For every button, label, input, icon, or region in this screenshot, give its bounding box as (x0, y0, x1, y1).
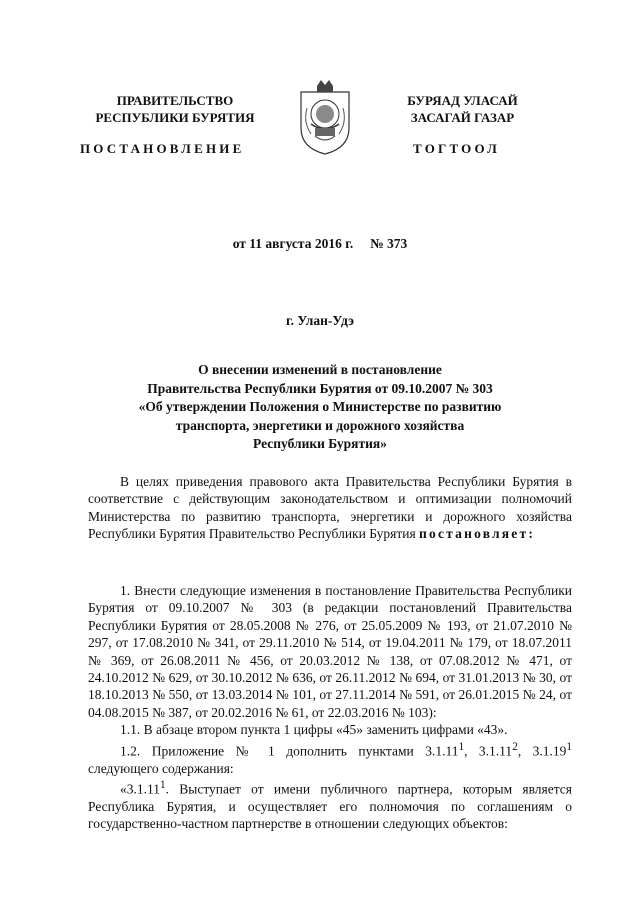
item-1-2-text: , 3.1.11 (464, 743, 513, 759)
title-line: О внесении изменений в постановление (198, 362, 442, 377)
item-1: 1. Внести следующие изменения в постановление Правительства Республики Бурятия от 09.10.2007 № 303 (в редакции постановлений Правительства Республики Бурятия от 28.05.2008 № 276, от 25.05.2009 № 193, от 21.07.2010 № 297, от 17.08.2010 № 341, от 29.11.2010 № 514, от 19.04.2011 № 179, от 18.07.2011 № 369, от 26.08.2011 № 456, от 20.03.2012 № 138, от 07.08.2012 № 471, от 24.10.2012 № 629, от 30.10.2012 № 636, от 26.11.2012 № 694, от 31.01.2013 № 30, от 18.10.2013 № 550, от 13.03.2014 № 101, от 27.11.2014 № 591, от 26.01.2015 № 24, от 04.08.2015 № 387, от 20.02.2016 № 61, от 22.03.2016 № 103): (88, 583, 572, 720)
item-1-2-text: следующего содержания: (88, 760, 234, 776)
superscript: 1 (458, 740, 465, 753)
quoted-item-text: . Выступает от имени публичного партнера, которым является Республика Бурятия, и осуществляет его полномочия по соглашениям о государственно-частном партнерстве в отношении следующих объектов: (88, 781, 572, 832)
decree-items (88, 582, 572, 833)
coat-of-arms-icon (297, 78, 353, 156)
decrees-word: постановляет: (419, 526, 536, 542)
title-line: Республики Бурятия» (253, 436, 387, 451)
title-line: транспорта, энергетики и дорожного хозяйства (175, 417, 465, 433)
item-1-1: 1.1. В абзаце втором пункта 1 цифры «45» заменить цифрами «43». (120, 722, 508, 738)
superscript: 2 (512, 740, 518, 753)
item-1-2 (88, 739, 572, 777)
decree-heading-ru: ПОСТАНОВЛЕНИЕ (80, 141, 245, 156)
header-left-line-1: ПРАВИТЕЛЬСТВО (116, 93, 234, 108)
header-left (80, 92, 270, 126)
item-1-2-text: 1.2. Приложение № 1 дополнить пунктами 3.1.11 (120, 743, 459, 759)
quoted-item-text: «3.1.11 (120, 781, 160, 797)
superscript: 1 (160, 778, 166, 791)
title-line: Правительства Республики Бурятия от 09.10.2007 № 303 (147, 380, 493, 396)
header-right (375, 92, 550, 126)
superscript: 1 (566, 740, 573, 753)
preamble-text: В целях приведения правового акта Правительства Республики Бурятия в соответствие с действующим законодательством и оптимизации полномочий Министерства по развитию транспорта, энергетики и дорожного хозяйства Республики Бурятия Правительство Республики Бурятия (88, 474, 572, 542)
decree-city: г. Улан-Удэ (286, 313, 354, 328)
title-line: «Об утверждении Положения о Министерстве по развитию (138, 399, 502, 414)
header-right-line-2: ЗАСАГАЙ ГАЗАР (410, 110, 515, 125)
decree-date-number: от 11 августа 2016 г. № 373 (232, 236, 408, 251)
decree-heading-bua: ТОГТООЛ (413, 141, 501, 156)
item-1-2-text: , 3.1.19 (517, 743, 567, 759)
decree-title (90, 361, 550, 454)
header-right-line-1: БУРЯАД УЛАСАЙ (407, 93, 518, 108)
quoted-item (88, 777, 572, 833)
preamble-paragraph (88, 473, 572, 543)
header-left-line-2: РЕСПУБЛИКИ БУРЯТИЯ (95, 110, 255, 125)
preamble (88, 473, 572, 543)
